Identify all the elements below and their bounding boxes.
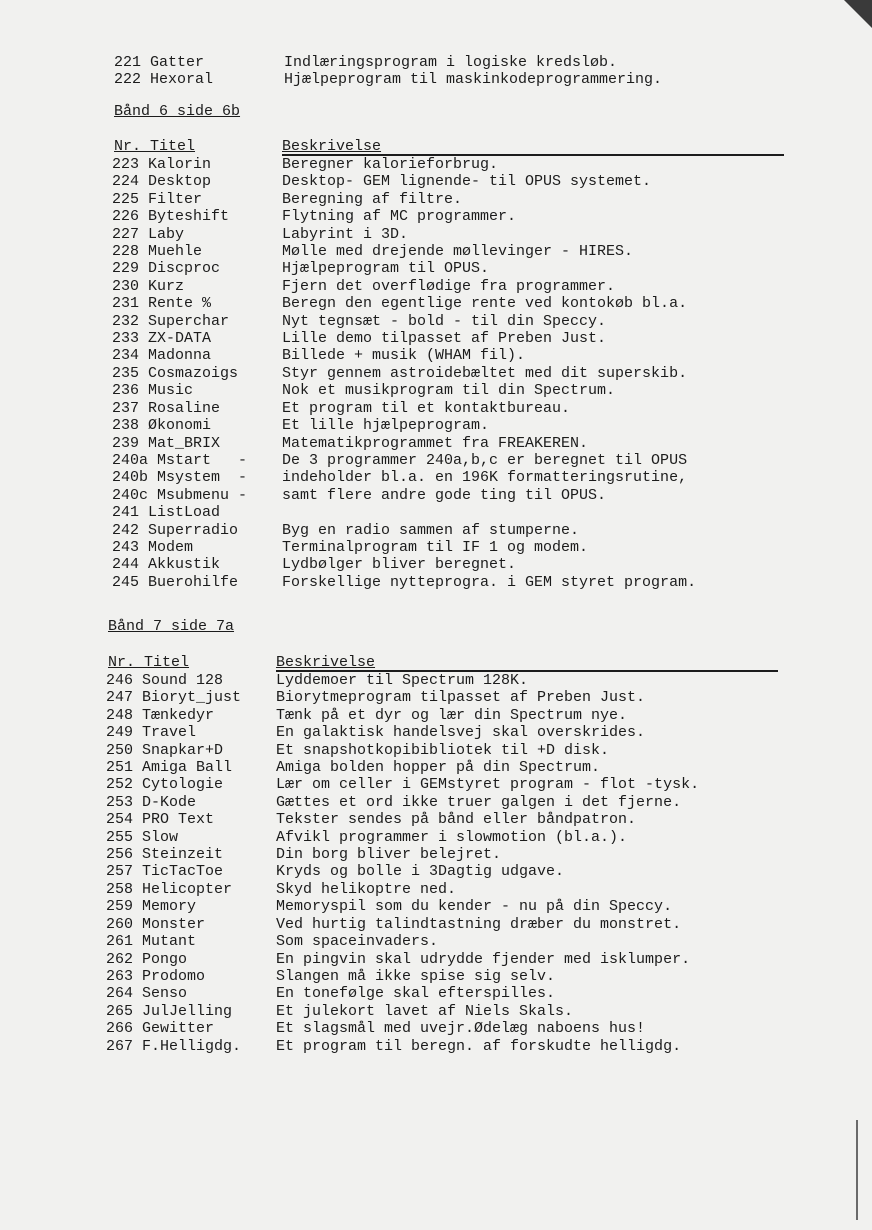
catalog-entry: [106, 759, 806, 776]
catalog-entry: [106, 1038, 806, 1055]
entry-number-title: 224 Desktop: [112, 173, 212, 191]
catalog-entry: [106, 933, 806, 950]
catalog-entry: [112, 504, 812, 521]
entry-number-title: 238 Økonomi: [112, 417, 212, 435]
entry-description: Kryds og bolle i 3Dagtig udgave.: [276, 863, 565, 881]
entry-number-title: 254 PRO Text: [106, 811, 215, 829]
page-corner-shadow: [844, 0, 872, 28]
entry-description: Beregner kalorieforbrug.: [282, 156, 499, 173]
entry-number-title: 264 Senso: [106, 985, 188, 1003]
entry-number-title: 253 D-Kode: [106, 793, 197, 811]
entry-number-title: 259 Memory: [106, 898, 197, 916]
catalog-entry: [112, 452, 812, 469]
entry-description: Beregn den egentlige rente ved kontokøb bl.a.: [282, 295, 688, 313]
entry-number-title: 225 Filter: [112, 190, 203, 208]
entry-number-title: 240c Msubmenu -: [112, 486, 248, 504]
catalog-entry: [106, 916, 806, 933]
catalog-entry: [112, 539, 812, 556]
entry-description: Ved hurtig talindtastning dræber du monstret.: [276, 915, 682, 933]
catalog-entry: [106, 968, 806, 985]
section-heading-band6: Bånd 6 side 6b: [114, 103, 241, 120]
entry-description: Lille demo tilpasset af Preben Just.: [282, 330, 607, 348]
catalog-entry: [112, 469, 812, 486]
catalog-entry: [106, 672, 806, 689]
entry-description: Indlæringsprogram i logiske kredsløb.: [284, 54, 618, 71]
entry-description: Memoryspil som du kender - nu på din Speccy.: [276, 898, 673, 916]
entry-description: Hjælpeprogram til maskinkodeprogrammering.: [284, 71, 663, 89]
entry-number-title: 229 Discproc: [112, 260, 221, 278]
catalog-entry: [106, 724, 806, 741]
catalog-entry: [106, 863, 806, 880]
entry-description: Som spaceinvaders.: [276, 933, 439, 951]
catalog-entry: [112, 156, 812, 173]
catalog-entry: [106, 898, 806, 915]
entry-number-title: 221 Gatter: [114, 54, 205, 71]
catalog-entry: [106, 689, 806, 706]
catalog-entry: [112, 313, 812, 330]
entry-number-title: 222 Hexoral: [114, 71, 214, 89]
entry-description: Lær om celler i GEMstyret program - flot -tysk.: [276, 776, 700, 794]
catalog-entry: [114, 71, 814, 88]
section6-column-header: [114, 138, 784, 156]
entry-description: Skyd helikoptre ned.: [276, 880, 457, 898]
entry-number-title: 231 Rente %: [112, 295, 212, 313]
column-header-nr-titel: Nr. Titel: [108, 654, 190, 671]
entry-number-title: 230 Kurz: [112, 277, 185, 295]
entry-number-title: 267 F.Helligdg.: [106, 1037, 242, 1055]
entry-number-title: 232 Superchar: [112, 312, 230, 330]
section-heading-band7: Bånd 7 side 7a: [108, 618, 235, 635]
entry-description: Lydbølger bliver beregnet.: [282, 556, 517, 574]
catalog-entry: [112, 173, 812, 190]
catalog-entry: [112, 556, 812, 573]
entry-description: En pingvin skal udrydde fjender med isklumper.: [276, 950, 691, 968]
entry-number-title: 226 Byteshift: [112, 208, 230, 226]
entry-description: En tonefølge skal efterspilles.: [276, 985, 556, 1003]
catalog-entry: [112, 435, 812, 452]
column-header-nr-titel: Nr. Titel: [114, 138, 196, 155]
catalog-entry: [114, 54, 814, 71]
entry-description: Amiga bolden hopper på din Spectrum.: [276, 759, 601, 777]
entry-number-title: 266 Gewitter: [106, 1020, 215, 1038]
catalog-entry: [112, 417, 812, 434]
entry-number-title: 257 TicTacToe: [106, 863, 224, 881]
catalog-entry: [106, 951, 806, 968]
catalog-entry: [106, 1020, 806, 1037]
entry-number-title: 262 Pongo: [106, 950, 188, 968]
catalog-entry: [106, 846, 806, 863]
entry-description: Tekster sendes på bånd eller båndpatron.: [276, 811, 637, 829]
entry-number-title: 227 Laby: [112, 225, 185, 243]
entry-number-title: 223 Kalorin: [112, 156, 212, 173]
entry-description: Afvikl programmer i slowmotion (bl.a.).: [276, 828, 628, 846]
entry-description: Et slagsmål med uvejr.Ødelæg naboens hus!: [276, 1020, 646, 1038]
column-header-beskrivelse: Beskrivelse: [282, 138, 382, 155]
catalog-entry: [106, 881, 806, 898]
entry-description: Et lille hjælpeprogram.: [282, 417, 490, 435]
catalog-entry: [112, 487, 812, 504]
entry-description: Biorytmeprogram tilpasset af Preben Just.: [276, 689, 646, 707]
catalog-entry: [112, 330, 812, 347]
catalog-entry: [112, 574, 812, 591]
entry-description: samt flere andre gode ting til OPUS.: [282, 486, 607, 504]
catalog-entry: [112, 400, 812, 417]
catalog-entry: [112, 382, 812, 399]
catalog-entry: [112, 243, 812, 260]
entry-number-title: 239 Mat_BRIX: [112, 434, 221, 452]
entry-number-title: 263 Prodomo: [106, 967, 206, 985]
catalog-entry: [106, 985, 806, 1002]
entry-description: indeholder bl.a. en 196K formatteringsrutine,: [282, 469, 688, 487]
section7-column-header: [108, 654, 778, 672]
entry-number-title: 237 Rosaline: [112, 399, 221, 417]
entry-number-title: 252 Cytologie: [106, 776, 224, 794]
entry-number-title: 251 Amiga Ball: [106, 759, 233, 777]
entry-description: Gættes et ord ikke truer galgen i det fjerne.: [276, 793, 682, 811]
entry-description: Nok et musikprogram til din Spectrum.: [282, 382, 616, 400]
entry-description: Et snapshotkopibibliotek til +D disk.: [276, 741, 610, 759]
entry-description: Flytning af MC programmer.: [282, 208, 517, 226]
entry-description: Forskellige nytteprogra. i GEM styret program.: [282, 573, 697, 591]
entry-description: Terminalprogram til IF 1 og modem.: [282, 538, 589, 556]
catalog-entry: [112, 365, 812, 382]
catalog-entry: [106, 742, 806, 759]
entry-number-title: 250 Snapkar+D: [106, 741, 224, 759]
column-header-beskrivelse: Beskrivelse: [276, 654, 376, 671]
entry-number-title: 244 Akkustik: [112, 556, 221, 574]
catalog-entry: [112, 208, 812, 225]
entry-description: Din borg bliver belejret.: [276, 846, 502, 864]
top-entries: [114, 54, 814, 89]
entry-description: Labyrint i 3D.: [282, 225, 409, 243]
entry-number-title: 242 Superradio: [112, 521, 239, 539]
entry-number-title: 260 Monster: [106, 915, 206, 933]
entry-number-title: 246 Sound 128: [106, 672, 224, 689]
catalog-entry: [112, 226, 812, 243]
entry-description: Et julekort lavet af Niels Skals.: [276, 1002, 574, 1020]
entry-description: Desktop- GEM lignende- til OPUS systemet.: [282, 173, 652, 191]
entry-description: Byg en radio sammen af stumperne.: [282, 521, 580, 539]
entry-description: Matematikprogrammet fra FREAKEREN.: [282, 434, 589, 452]
entry-number-title: 247 Bioryt_just: [106, 689, 242, 707]
entry-number-title: 261 Mutant: [106, 933, 197, 951]
catalog-entry: [112, 295, 812, 312]
entry-description: En galaktisk handelsvej skal overskrides.: [276, 724, 646, 742]
entry-number-title: 233 ZX-DATA: [112, 330, 212, 348]
entry-description: Billede + musik (WHAM fil).: [282, 347, 526, 365]
catalog-entry: [112, 260, 812, 277]
catalog-entry: [112, 522, 812, 539]
catalog-entry: [106, 811, 806, 828]
entry-number-title: 241 ListLoad: [112, 504, 221, 522]
entry-number-title: 243 Modem: [112, 538, 194, 556]
entry-description: Mølle med drejende møllevinger - HIRES.: [282, 243, 634, 261]
entry-number-title: 249 Travel: [106, 724, 197, 742]
entry-number-title: 258 Helicopter: [106, 880, 233, 898]
catalog-entry: [106, 829, 806, 846]
catalog-entry: [106, 776, 806, 793]
entry-number-title: 235 Cosmazoigs: [112, 364, 239, 382]
entry-description: Slangen må ikke spise sig selv.: [276, 967, 556, 985]
catalog-entry: [112, 347, 812, 364]
entry-description: Fjern det overflødige fra programmer.: [282, 277, 616, 295]
catalog-entry: [106, 794, 806, 811]
page-edge-mark: [856, 1120, 858, 1220]
entry-number-title: 265 JulJelling: [106, 1002, 233, 1020]
entry-number-title: 248 Tænkedyr: [106, 706, 215, 724]
entry-number-title: 255 Slow: [106, 828, 179, 846]
entry-description: Beregning af filtre.: [282, 190, 463, 208]
entry-number-title: 228 Muehle: [112, 243, 203, 261]
catalog-entry: [112, 278, 812, 295]
catalog-entry: [106, 1003, 806, 1020]
entry-description: Nyt tegnsæt - bold - til din Speccy.: [282, 312, 607, 330]
entry-description: Styr gennem astroidebæltet med dit superskib.: [282, 364, 688, 382]
entry-number-title: 234 Madonna: [112, 347, 212, 365]
entry-number-title: 240a Mstart -: [112, 451, 248, 469]
entry-number-title: 240b Msystem -: [112, 469, 248, 487]
entry-description: Et program til beregn. af forskudte helligdg.: [276, 1037, 682, 1055]
entry-description: De 3 programmer 240a,b,c er beregnet til OPUS: [282, 451, 688, 469]
entry-number-title: 256 Steinzeit: [106, 846, 224, 864]
section6-entries: [112, 156, 812, 591]
catalog-entry: [112, 191, 812, 208]
catalog-entry: [106, 707, 806, 724]
section7-entries: [106, 672, 806, 1055]
entry-description: Hjælpeprogram til OPUS.: [282, 260, 490, 278]
entry-description: Lyddemoer til Spectrum 128K.: [276, 672, 529, 689]
entry-number-title: 236 Music: [112, 382, 194, 400]
entry-description: Et program til et kontaktbureau.: [282, 399, 571, 417]
entry-description: Tænk på et dyr og lær din Spectrum nye.: [276, 706, 628, 724]
entry-number-title: 245 Buerohilfe: [112, 573, 239, 591]
